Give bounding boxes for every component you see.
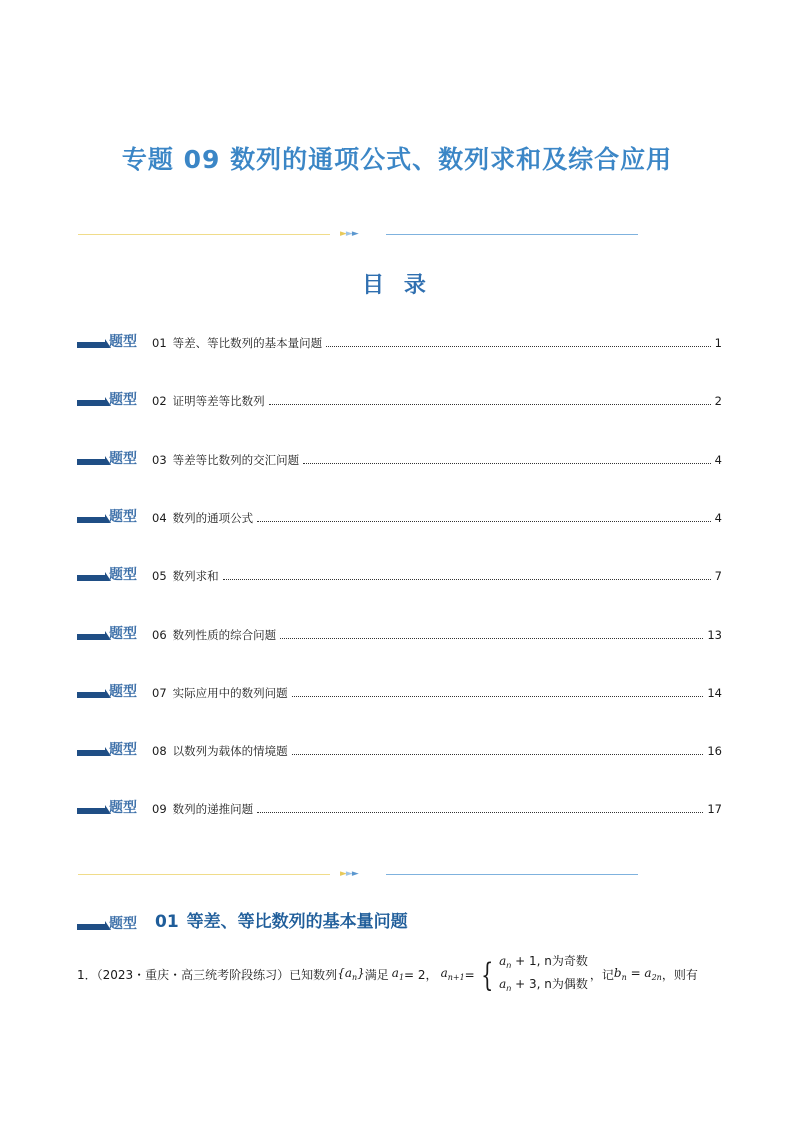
toc-page-number: 14 bbox=[707, 685, 722, 700]
badge-icon: 题型 bbox=[77, 801, 143, 816]
page-title: 专题 09 数列的通项公式、数列求和及综合应用 bbox=[121, 145, 673, 174]
toc-item-title: 数列性质的综合问题 bbox=[172, 627, 277, 642]
toc-item-label: 07 bbox=[152, 685, 167, 700]
toc-page-number: 7 bbox=[714, 569, 722, 584]
toc-leader bbox=[292, 753, 704, 755]
badge-icon: 题型 bbox=[77, 568, 143, 583]
badge-icon: 题型 bbox=[77, 393, 143, 408]
toc-page-number: 13 bbox=[707, 627, 722, 642]
arrow-icon: ►►► bbox=[340, 229, 358, 239]
toc-leader bbox=[257, 811, 703, 813]
toc-leader bbox=[257, 520, 711, 522]
toc-page-number: 4 bbox=[714, 510, 722, 525]
badge-icon: 题型 bbox=[77, 685, 143, 700]
toc-item-03[interactable] bbox=[77, 451, 722, 467]
section-heading bbox=[77, 912, 408, 932]
toc-item-label: 05 bbox=[152, 569, 167, 584]
toc-page-number: 2 bbox=[714, 394, 722, 409]
toc-item-05[interactable] bbox=[77, 567, 722, 583]
toc-item-09[interactable] bbox=[77, 800, 722, 816]
toc-leader bbox=[280, 637, 703, 639]
toc-page-number: 4 bbox=[714, 452, 722, 467]
toc-item-01[interactable] bbox=[77, 334, 722, 350]
badge-icon: 题型 bbox=[77, 627, 143, 642]
toc-leader bbox=[292, 695, 704, 697]
toc-item-title: 数列的递推问题 bbox=[172, 802, 254, 817]
toc-item-title: 以数列为载体的情境题 bbox=[172, 744, 288, 759]
piecewise-definition: { $a_n + 1$, n为奇数 $a_n + 3$, n为偶数 bbox=[480, 954, 588, 994]
toc-leader bbox=[223, 578, 711, 580]
toc-page-number: 1 bbox=[714, 336, 722, 350]
toc-item-04[interactable] bbox=[77, 509, 722, 525]
toc-item-title: 证明等差等比数列 bbox=[172, 394, 265, 409]
badge-icon: 题型 bbox=[77, 743, 143, 758]
toc-item-label: 06 bbox=[152, 627, 167, 642]
toc-item-title: 数列的通项公式 bbox=[172, 510, 254, 525]
toc-page-number: 16 bbox=[707, 744, 722, 759]
toc-item-06[interactable] bbox=[77, 626, 722, 642]
section-number: 01 bbox=[155, 912, 179, 932]
toc-item-label: 03 bbox=[152, 452, 167, 467]
toc-item-title: 等差、等比数列的基本量问题 bbox=[172, 336, 323, 350]
toc-leader bbox=[303, 462, 711, 464]
toc-item-label: 09 bbox=[152, 802, 167, 817]
toc-title: 目 录 bbox=[362, 273, 432, 298]
toc-item-label: 08 bbox=[152, 744, 167, 759]
section-label: 等差、等比数列的基本量问题 bbox=[186, 912, 408, 932]
toc-item-07[interactable] bbox=[77, 684, 722, 700]
toc-item-title: 等差等比数列的交汇问题 bbox=[172, 452, 300, 467]
toc-item-title: 数列求和 bbox=[172, 569, 219, 584]
toc-item-02[interactable] bbox=[77, 392, 722, 408]
badge-icon: 题型 bbox=[77, 452, 143, 467]
toc-leader bbox=[326, 345, 711, 347]
badge-icon: 题型 bbox=[77, 335, 143, 350]
toc-item-label: 02 bbox=[152, 394, 167, 409]
badge-icon: 题型 bbox=[77, 510, 143, 525]
toc-item-08[interactable] bbox=[77, 742, 722, 758]
problem-1: 1．（2023・重庆・高三统考阶段练习）已知数列 $\{a_n\}$ 满足 $a_1$ = 2， $a_{n+1}$ = { $a_n + 1$, n为奇数 $a_n + 3$, n为偶数 ，记 $b_n = a_{2n}$ ，则有 bbox=[77, 952, 737, 998]
toc-item-label: 04 bbox=[152, 510, 167, 525]
toc-item-title: 实际应用中的数列问题 bbox=[172, 685, 288, 700]
arrow-icon: ►►► bbox=[340, 869, 358, 879]
toc-leader bbox=[269, 403, 711, 405]
top-divider bbox=[78, 230, 638, 240]
toc-page-number: 17 bbox=[707, 802, 722, 817]
toc-item-label: 01 bbox=[152, 336, 167, 350]
badge-icon: 题型 bbox=[77, 917, 143, 932]
bottom-divider bbox=[78, 870, 638, 880]
